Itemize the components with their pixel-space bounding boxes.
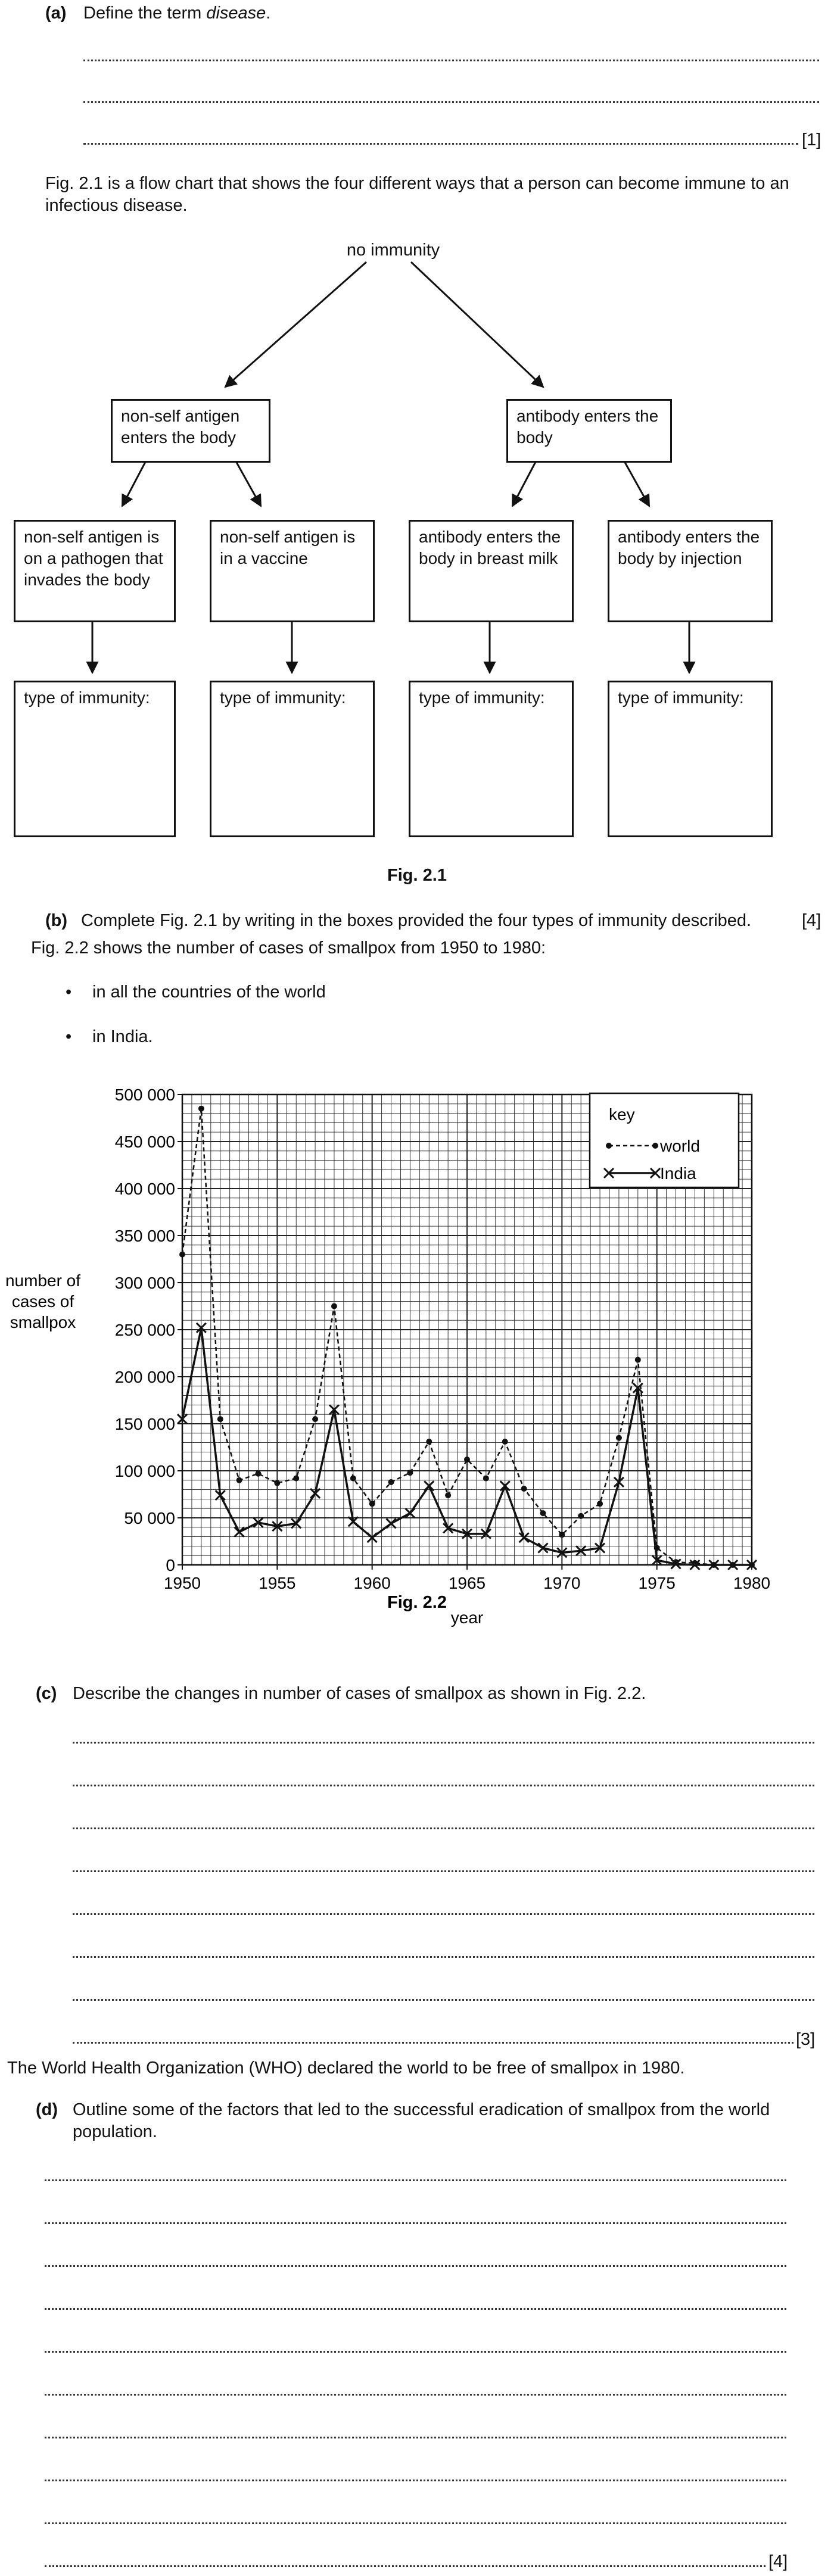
- y-tick-label: 300 000: [114, 1274, 175, 1292]
- data-point: [236, 1477, 242, 1483]
- data-point: [426, 1439, 432, 1445]
- x-tick-label: 1970: [543, 1574, 581, 1592]
- bullet-world: in all the countries of the world: [92, 983, 326, 1002]
- part-d-label: (d): [36, 2100, 58, 2119]
- answer-line[interactable]: [45, 2351, 786, 2353]
- data-point: [217, 1416, 223, 1422]
- data-point: [274, 1480, 280, 1486]
- data-point: [616, 1435, 622, 1441]
- y-tick-label: 50 000: [124, 1509, 175, 1527]
- part-b-question: Complete Fig. 2.1 by writing in the boxes provided the four types of immunity described.: [81, 911, 752, 930]
- answer-line[interactable]: [45, 2480, 786, 2481]
- flow-leaf-vaccine: non-self antigen is in a vaccine: [210, 520, 375, 622]
- y-tick-label: 0: [166, 1556, 175, 1574]
- fig22-caption: Fig. 2.2: [387, 1593, 447, 1612]
- y-tick-label: 200 000: [114, 1368, 175, 1386]
- data-point: [445, 1492, 451, 1498]
- legend-title: key: [609, 1105, 635, 1124]
- part-d-question: Outline some of the factors that led to the successful eradication of smallpox from the world population.: [73, 2100, 770, 2141]
- data-point: [635, 1357, 641, 1363]
- flow-root: no immunity: [346, 241, 440, 260]
- bullet-dot: •: [66, 1027, 72, 1046]
- answer-box-1[interactable]: type of immunity:: [14, 681, 176, 837]
- y-tick-label: 350 000: [114, 1227, 175, 1245]
- answer-line[interactable]: [45, 2522, 786, 2524]
- data-point: [540, 1510, 546, 1516]
- flowchart-arrows: [0, 232, 834, 709]
- fig22-intro: Fig. 2.2 shows the number of cases of smallpox from 1950 to 1980:: [31, 938, 546, 958]
- part-a-question: Define the term disease.: [83, 4, 271, 23]
- answer-line[interactable]: [73, 1870, 814, 1872]
- data-point: [606, 1143, 612, 1149]
- fig21-caption: Fig. 2.1: [387, 866, 447, 885]
- legend-label: India: [660, 1164, 696, 1183]
- data-point: [502, 1439, 508, 1445]
- answer-line[interactable]: [45, 2308, 786, 2310]
- x-tick-label: 1975: [638, 1574, 676, 1592]
- y-tick-label: 100 000: [114, 1462, 175, 1480]
- y-tick-label: 450 000: [114, 1133, 175, 1151]
- data-point: [369, 1501, 375, 1507]
- x-tick-label: 1960: [353, 1574, 391, 1592]
- flow-leaf-breast-milk: antibody enters the body in breast milk: [409, 520, 574, 622]
- fig21-intro: Fig. 2.1 is a flow chart that shows the four different ways that a person can become immune to an infectious disease.: [45, 174, 789, 215]
- x-tick-label: 1965: [448, 1574, 486, 1592]
- y-tick-label: 400 000: [114, 1180, 175, 1198]
- part-b-label: (b): [45, 911, 68, 930]
- flow-left-parent: non-self antigen enters the body: [111, 399, 270, 463]
- part-d-mark: [4]: [768, 2552, 788, 2571]
- bullet-dot: •: [66, 983, 72, 1002]
- data-point: [179, 1252, 185, 1258]
- part-c-label: (c): [36, 1684, 57, 1703]
- data-point: [350, 1476, 356, 1482]
- flow-right-parent: antibody enters the body: [506, 399, 672, 463]
- part-c-mark: [3]: [796, 2030, 816, 2049]
- data-point: [464, 1457, 470, 1462]
- data-point: [293, 1476, 299, 1482]
- data-point: [198, 1106, 204, 1112]
- answer-line[interactable]: [83, 143, 798, 145]
- part-a-term: disease: [206, 4, 266, 23]
- chart-legend: [590, 1093, 739, 1187]
- y-tick-label: 500 000: [114, 1086, 175, 1104]
- arrow-root-left: [225, 262, 366, 387]
- part-a-mark: [1]: [802, 130, 821, 149]
- answer-line[interactable]: [73, 2042, 793, 2044]
- answer-line[interactable]: [73, 1913, 814, 1915]
- answer-line[interactable]: [45, 2179, 786, 2181]
- data-point: [483, 1476, 489, 1482]
- answer-line[interactable]: [73, 1956, 814, 1958]
- answer-line[interactable]: [73, 1742, 814, 1744]
- data-point: [331, 1303, 337, 1309]
- data-point: [578, 1513, 584, 1519]
- data-point: [521, 1486, 527, 1492]
- answer-line[interactable]: [73, 1785, 814, 1786]
- who-statement: The World Health Organization (WHO) declared the world to be free of smallpox in 1980.: [7, 2059, 685, 2078]
- y-axis-label: number of cases of smallpox: [5, 1271, 81, 1331]
- answer-line[interactable]: [45, 2437, 786, 2438]
- answer-line[interactable]: [83, 60, 819, 61]
- answer-box-4[interactable]: type of immunity:: [608, 681, 773, 837]
- flow-leaf-injection: antibody enters the body by injection: [608, 520, 773, 622]
- answer-line[interactable]: [83, 101, 819, 103]
- x-tick-label: 1955: [259, 1574, 296, 1592]
- smallpox-chart: [0, 1060, 834, 1627]
- part-a-label: (a): [45, 4, 67, 23]
- data-point: [388, 1479, 394, 1485]
- data-point: [597, 1501, 603, 1507]
- bullet-india: in India.: [92, 1027, 153, 1046]
- part-b-mark: [4]: [802, 911, 821, 930]
- answer-box-2[interactable]: type of immunity:: [210, 681, 375, 837]
- data-point: [312, 1416, 318, 1422]
- flow-leaf-pathogen: non-self antigen is on a pathogen that invades the body: [14, 520, 176, 622]
- x-tick-label: 1980: [733, 1574, 771, 1592]
- answer-box-3[interactable]: type of immunity:: [409, 681, 574, 837]
- y-tick-label: 250 000: [114, 1321, 175, 1339]
- data-point: [559, 1532, 565, 1538]
- answer-line[interactable]: [45, 2222, 786, 2224]
- x-tick-label: 1950: [163, 1574, 201, 1592]
- answer-line[interactable]: [45, 2565, 765, 2567]
- y-tick-label: 150 000: [114, 1415, 175, 1433]
- data-point: [652, 1143, 658, 1149]
- answer-line[interactable]: [73, 1999, 814, 2001]
- data-point: [255, 1471, 261, 1477]
- answer-line[interactable]: [45, 2265, 786, 2267]
- data-point: [407, 1470, 413, 1476]
- answer-line[interactable]: [45, 2394, 786, 2396]
- arrow-root-right: [411, 262, 543, 387]
- answer-line[interactable]: [73, 1827, 814, 1829]
- legend-label: world: [660, 1137, 700, 1155]
- x-axis-label: year: [450, 1608, 484, 1627]
- part-c-question: Describe the changes in number of cases of smallpox as shown in Fig. 2.2.: [73, 1684, 646, 1703]
